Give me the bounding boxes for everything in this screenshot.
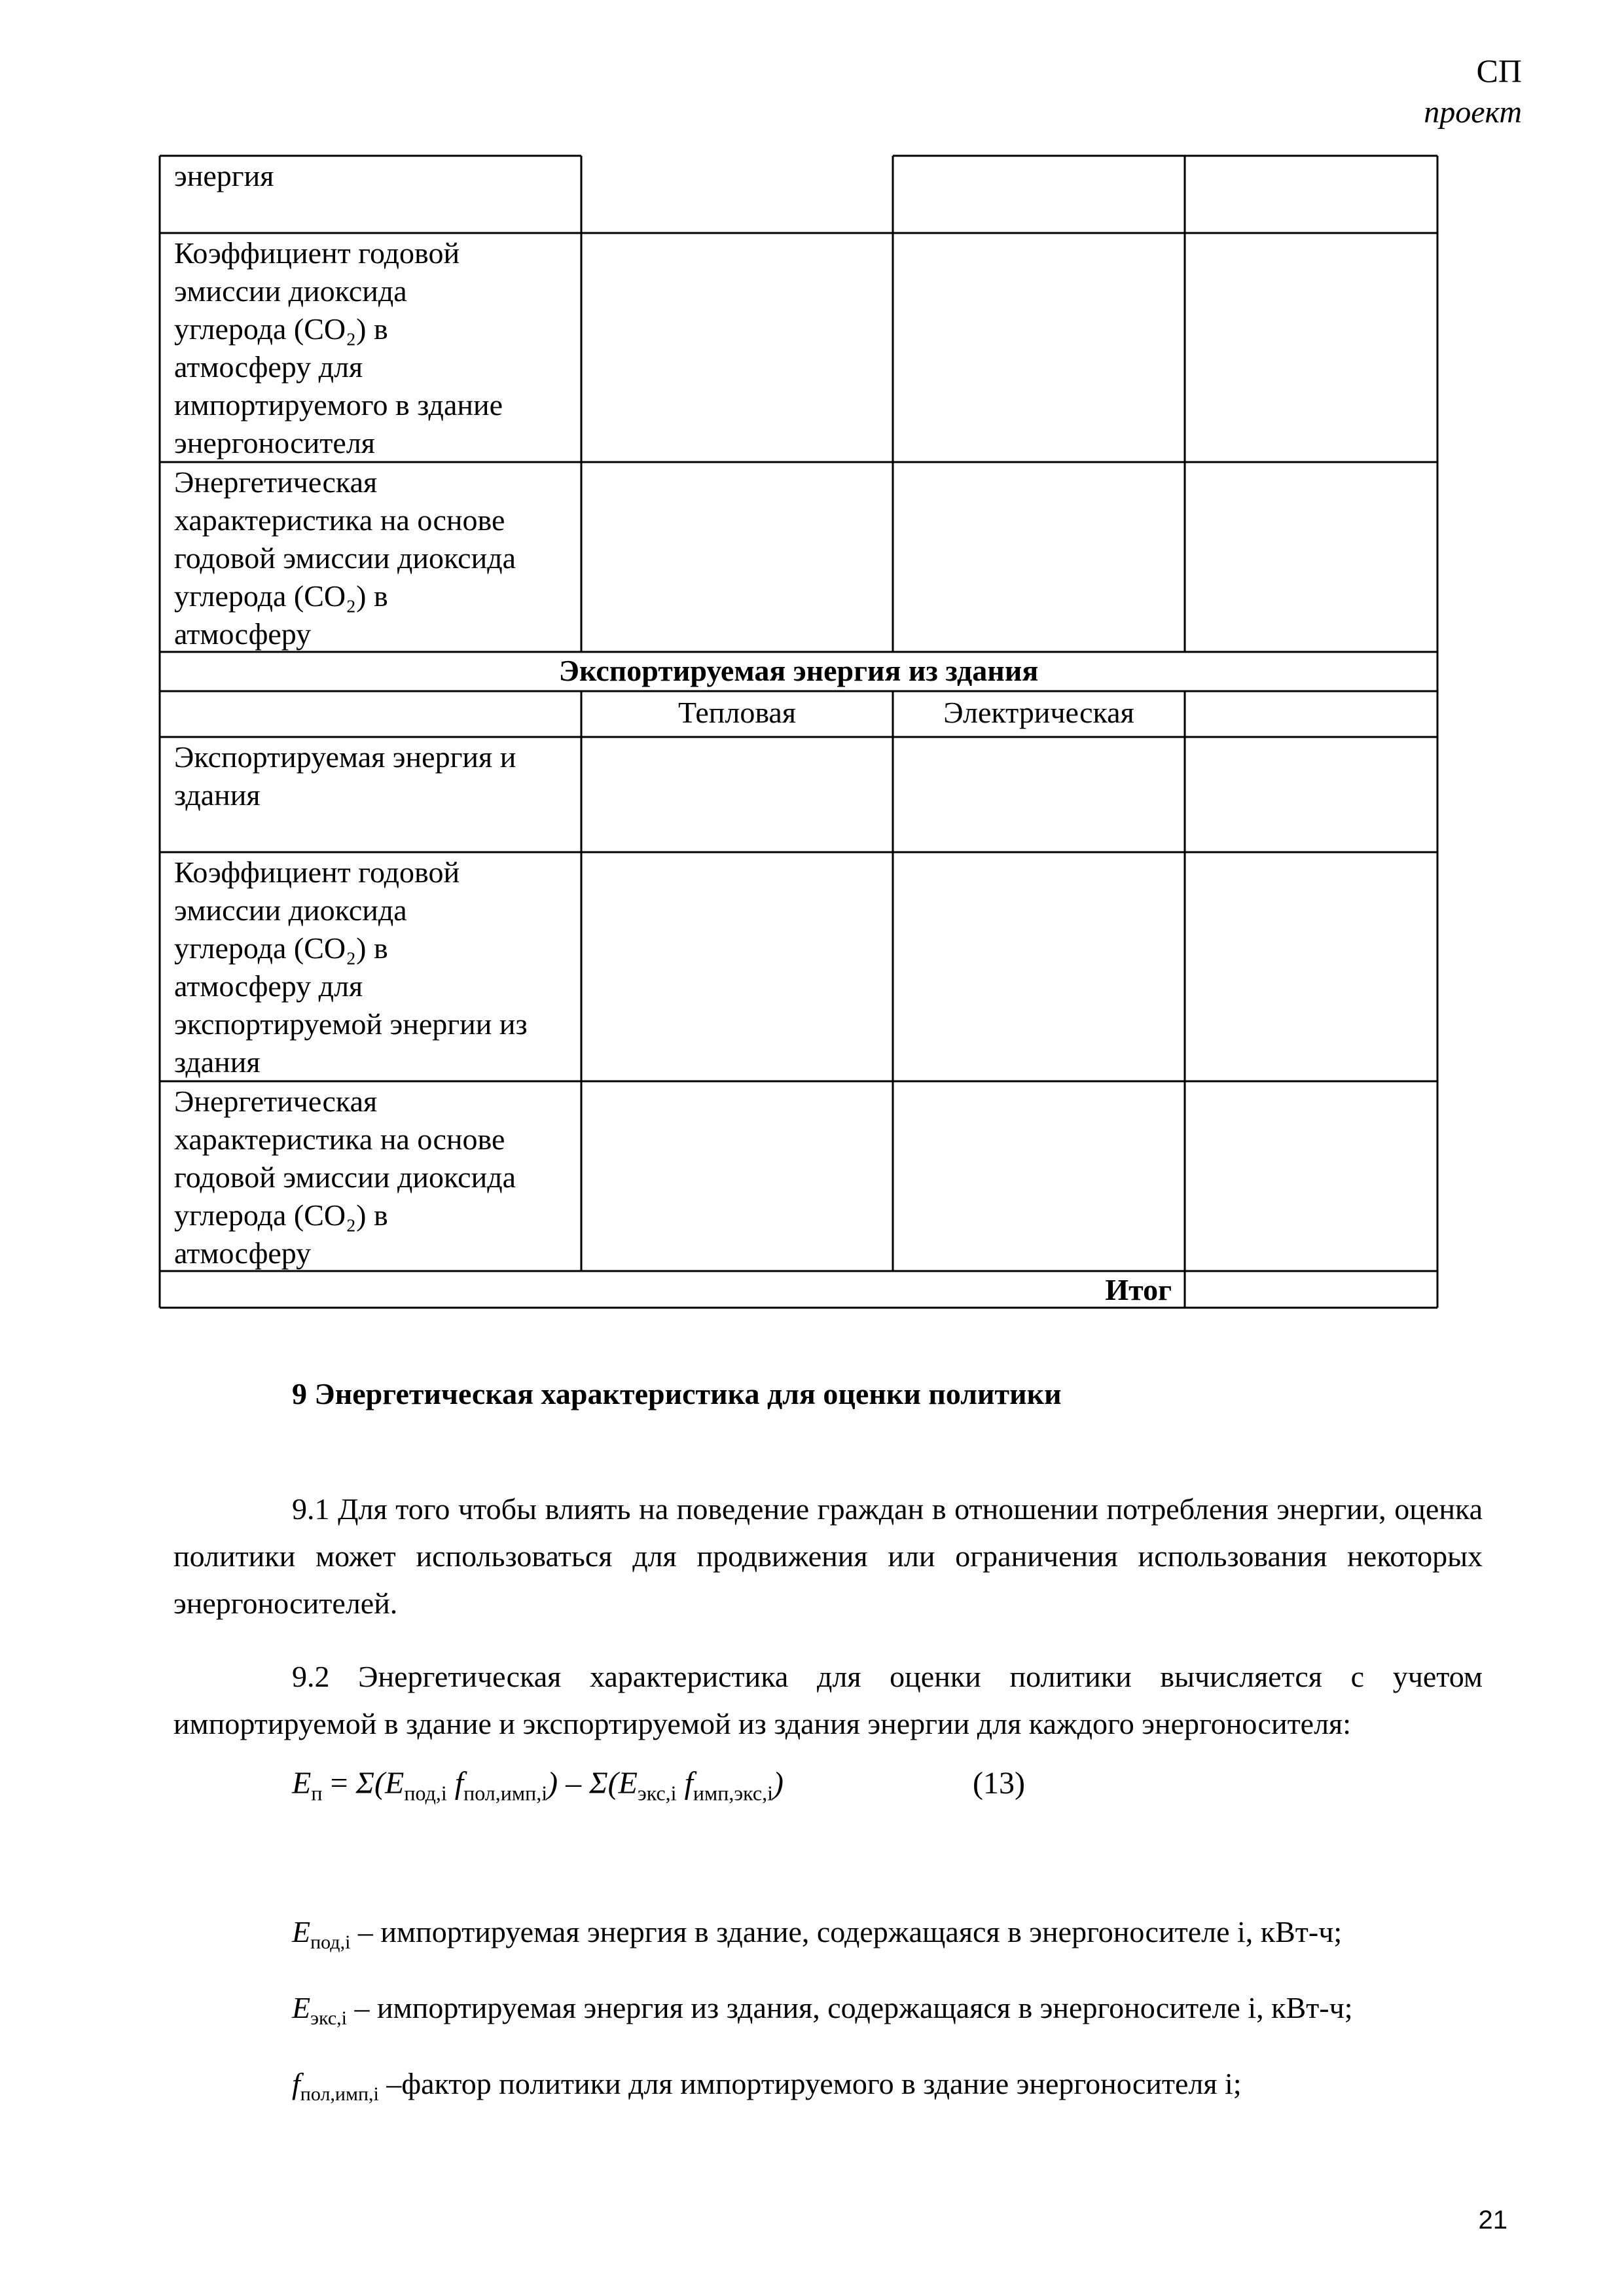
table-column-header: Тепловая bbox=[677, 696, 797, 729]
paragraph-text: 9.2 Энергетическая характеристика для оценки политики вычисляется с учетом импортируемой в здание и экспортируемой из здания энергии для каждого энергоносителя: bbox=[173, 1660, 1483, 1740]
table-row-label: Энергетическая характеристика на основе годовой эмиссии диоксида углерода (СО₂) в атмосферу bbox=[174, 465, 516, 651]
formula-subscript: под,i bbox=[404, 1781, 447, 1805]
table-row-label: энергия bbox=[174, 159, 274, 192]
table-row-label: Экспортируемая энергия и здания bbox=[174, 740, 516, 812]
paragraph-9-1 bbox=[173, 1486, 1483, 1627]
table-section-heading: Экспортируемая энергия из здания bbox=[558, 654, 1039, 687]
definition-f-pol bbox=[292, 2063, 1242, 2115]
formula-subscript: экс,i bbox=[637, 1781, 677, 1805]
formula-symbol: E bbox=[292, 1766, 312, 1801]
definition-e-eks bbox=[292, 1987, 1353, 2039]
def-text: – импортируемая энергия из здания, содержащаяся в энергоносителе i, кВт-ч; bbox=[346, 1991, 1353, 2024]
def-text: – импортируемая энергия в здание, содержащаяся в энергоносителе i, кВт-ч; bbox=[350, 1915, 1343, 1948]
formula-subscript: п bbox=[311, 1781, 323, 1805]
formula-subscript: имп,экс,i bbox=[693, 1781, 773, 1805]
def-subscript: пол,имп,i bbox=[300, 2083, 379, 2106]
formula-symbol: E bbox=[385, 1766, 405, 1801]
def-symbol: E bbox=[292, 1991, 311, 2024]
page-number: 21 bbox=[1478, 2206, 1507, 2234]
definition-e-pod bbox=[292, 1911, 1342, 1964]
formula-13: $E_п = \Sigma(E_{под,i}$ $f_{пол,имп,i}) - \Sigma(E_{экс,i}$ $f_{имп,экс,i}$) (13) bbox=[292, 1761, 784, 1816]
paragraph-9-2 bbox=[173, 1653, 1483, 1748]
table-row-label: Энергетическая характеристика на основе годовой эмиссии диоксида углерода (СО₂) в атмосферу bbox=[174, 1085, 516, 1270]
def-subscript: экс,i bbox=[310, 2007, 347, 2030]
formula-number: (13) bbox=[973, 1766, 1025, 1801]
formula-symbol: f bbox=[684, 1766, 693, 1801]
formula-symbol: E bbox=[618, 1766, 638, 1801]
paragraph-text: 9.1 Для того чтобы влиять на поведение граждан в отношении потребления энергии, оценка политики может использоваться для продвижения или ограничения использования некоторых энергоносителей. bbox=[173, 1492, 1483, 1620]
formula-symbol: f bbox=[454, 1766, 464, 1801]
table-row-label: Коэффициент годовой эмиссии диоксида углерода (СО₂) в атмосферу для экспортируемой энергии из здания bbox=[174, 855, 528, 1079]
def-symbol: E bbox=[292, 1915, 311, 1948]
document-status: проект bbox=[1424, 95, 1522, 130]
def-symbol: f bbox=[292, 2067, 300, 2100]
def-subscript: под,i bbox=[310, 1931, 351, 1954]
formula-subscript: пол,имп,i bbox=[463, 1781, 548, 1805]
section-heading: 9 Энергетическая характеристика для оценки политики bbox=[292, 1377, 1062, 1410]
document-code: СП bbox=[1476, 52, 1522, 89]
table-column-header: Электрическая bbox=[943, 696, 1134, 729]
table-row-label: Коэффициент годовой эмиссии диоксида углерода (СО₂) в атмосферу для импортируемого в здание энергоносителя bbox=[174, 236, 503, 459]
table-total-label: Итог bbox=[1105, 1273, 1172, 1306]
def-text: –фактор политики для импортируемого в здание энергоносителя i; bbox=[378, 2067, 1242, 2100]
